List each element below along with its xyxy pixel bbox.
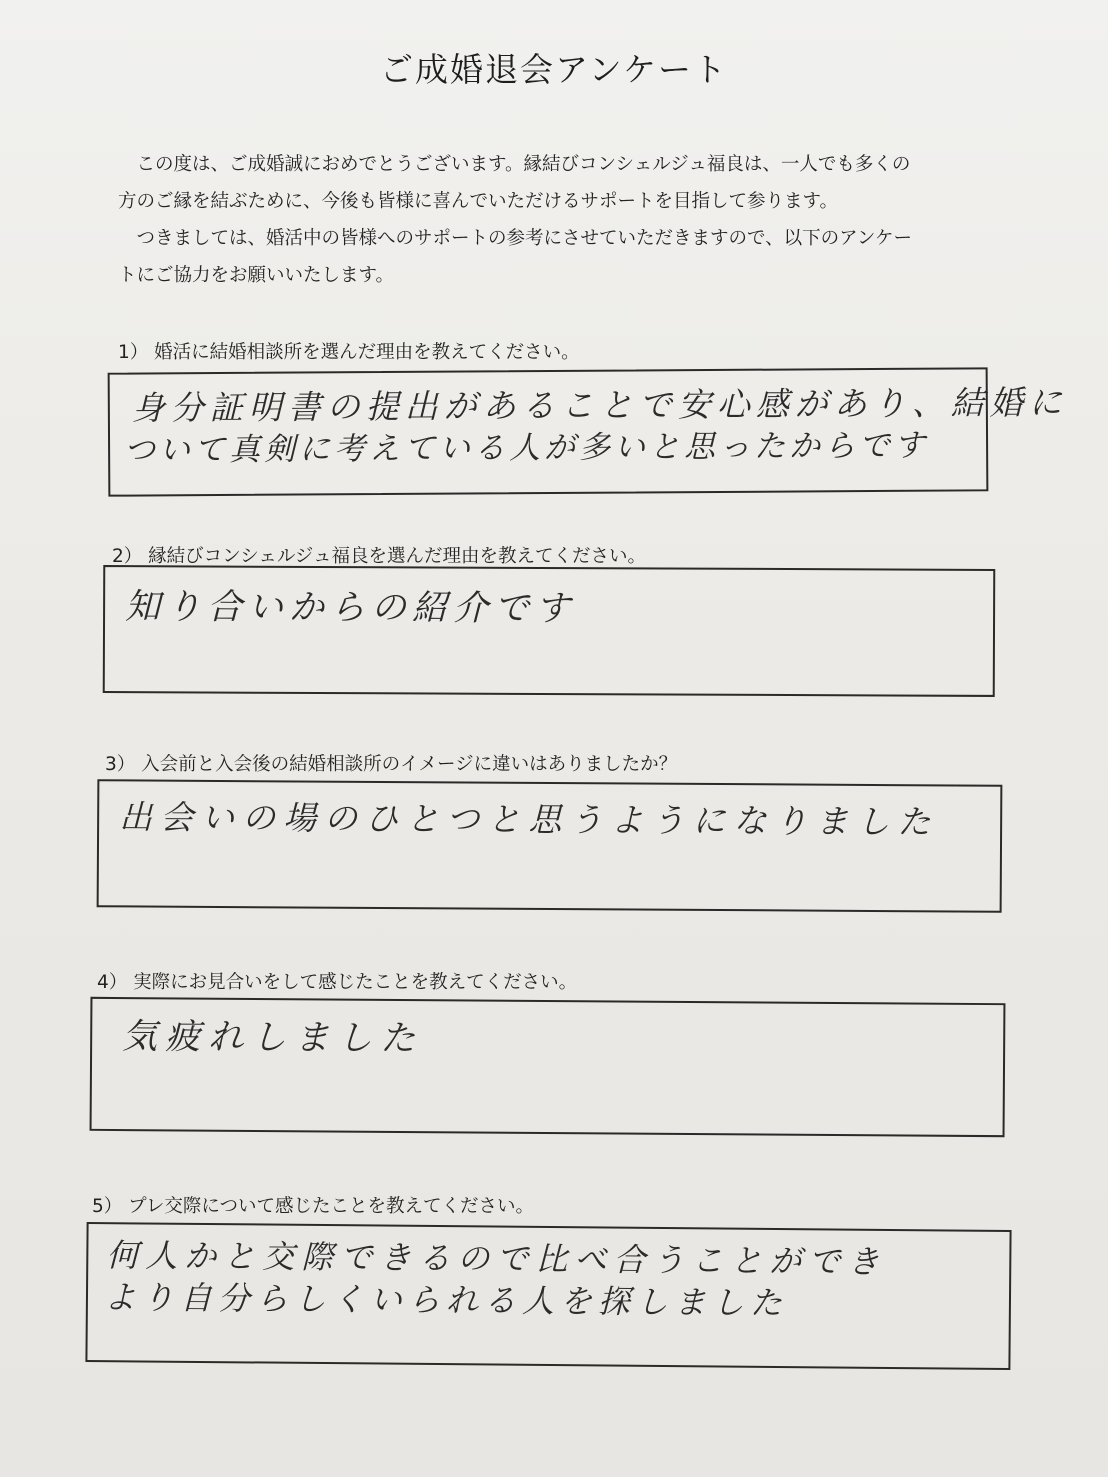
answer-5-box [85, 1222, 1011, 1370]
answer-1-line-1: 身分証明書の提出があることで安心感があり、結婚に [131, 382, 1068, 428]
page-title: ご成婚退会アンケート [379, 50, 729, 89]
question-1-label: 1） 婚活に結婚相談所を選んだ理由を教えてください。 [118, 342, 580, 363]
answer-1-box [108, 367, 1068, 496]
answer-5-line-2: より自分らしくいられる人を探しました [103, 1278, 789, 1323]
answer-4-line-1: 気疲れしました [122, 1017, 424, 1060]
intro-line: つきましては、婚活中の皆様へのサポートの参考にさせていただきますので、以下のアンケー [136, 228, 913, 249]
intro-line: この度は、ご成婚誠におめでとうございます。縁結びコンシェルジュ福良は、一人でも多くの [136, 154, 911, 175]
intro-text [118, 146, 998, 294]
answer-3-box [97, 779, 1003, 913]
answer-4-box [90, 997, 1006, 1137]
intro-line: 方のご縁を結ぶために、今後も皆様に喜んでいただけるサポートを目指して参ります。 [118, 191, 839, 212]
answer-1-line-2: ついて真剣に考えている人が多いと思ったからです [123, 427, 929, 469]
answer-3-line-1: 出会いの場のひとつと思うようになりました [119, 797, 939, 842]
intro-line: トにご協力をお願いいたします。 [118, 265, 395, 286]
answer-2-box [103, 565, 996, 697]
question-3-label: 3） 入会前と入会後の結婚相談所のイメージに違いはありましたか？ [105, 754, 678, 775]
answer-5-line-1: 何人かと交際できるので比べ合うことができ [106, 1236, 887, 1281]
question-4-label: 4） 実際にお見合いをして感じたことを教えてください。 [97, 972, 578, 993]
question-2-label: 2） 縁結びコンシェルジュ福良を選んだ理由を教えてください。 [112, 546, 646, 567]
question-5-label: 5） プレ交際について感じたことを教えてください。 [92, 1196, 535, 1217]
answer-2-line-1: 知り合いからの紹介です [125, 587, 577, 630]
